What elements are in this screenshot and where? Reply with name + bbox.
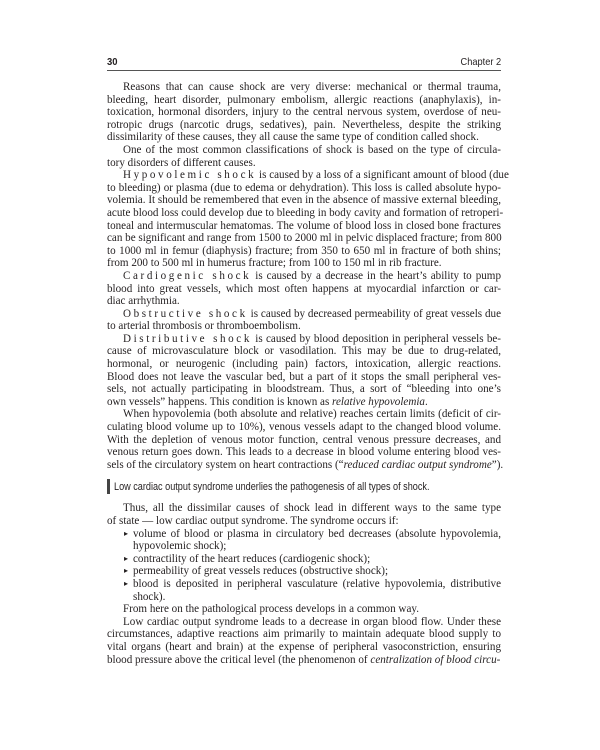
text-line [107,144,501,157]
text-segment: blood is deposited in peripheral vasculature (relative hypovolemia, distributive [133,577,501,590]
text-line [107,308,501,321]
text-segment: circumstances, adaptive reactions aim primarily to maintain adequate blood supply to [107,628,501,641]
emphasis-text: centralization of blood circu- [370,653,501,666]
text-line [107,502,501,515]
page-body [107,81,509,666]
text-line [107,283,501,296]
text-segment: sels of the circulatory system on heart contractions (“ [107,458,344,471]
text-segment: toxication, hormonal disorders, injury to the central nervous system, overdose of neu- [107,106,501,119]
text-line [107,245,501,258]
bullet-arrow-icon: ▸ [124,566,129,576]
bullet-item [107,578,501,603]
callout-bar [107,479,110,494]
text-segment: permeability of great vessels reduces (obstructive shock); [133,565,389,578]
text-segment: hypovolemic shock); [133,540,227,553]
text-segment: volemia. It should be remembered that even in the absence of massive external bleeding, [107,194,501,207]
text-segment: With the depletion of venous motor function, central venous pressure decreases, and [107,433,501,446]
text-segment: When hypovolemia (both absolute and relative) reaches certain limits (deficit of cir- [123,408,501,421]
text-segment: toneal and intermuscular hematomas. The volume of blood loss in closed bone fractures [107,219,501,232]
text-line [107,194,501,207]
text-segment: is caused by decreased permeability of great vessels due [247,307,501,320]
text-line [107,106,501,119]
text-line [133,540,501,553]
bullet-arrow-icon: ▸ [124,553,129,563]
text-line [107,320,501,333]
text-segment: vital organs (heart and brain) at the expense of peripheral vasoconstriction, ensuring [107,640,501,653]
text-segment: is caused by blood deposition in peripheral vessels be- [251,332,501,345]
paragraph [107,81,501,144]
text-segment: acute blood loss could develop due to bleeding in body cavity and formation of retroperi- [107,206,504,219]
text-segment: blood pressure above the critical level (the phenomenon of [107,653,371,666]
text-segment: is caused by a decrease in the heart’s ability to pump [251,269,501,282]
paragraph [107,169,509,270]
text-segment: sels, not actually participating in bloodstream. Thus, a sort of “bleeding into one’s [107,383,501,396]
text-line [107,358,501,371]
text-line [107,94,501,107]
text-line [107,333,501,346]
text-line [107,383,501,396]
bullet-item [107,565,501,578]
text-segment: is caused by a loss of a significant amount of blood (due [256,169,509,182]
text-line [107,654,501,667]
text-segment: ”). [491,458,504,471]
text-segment: bleeding, heart disorder, pulmonary embolism, allergic reactions (anaphylaxis), in- [107,93,501,106]
text-line [107,257,501,270]
text-segment: to bleeding) or plasma (due to edema or dehydration). This loss is called absolute hypo- [107,181,501,194]
paragraph [107,308,501,333]
text-segment: Thus, all the dissimilar causes of shock lead in different ways to the same type [123,502,501,515]
text-line [133,578,501,591]
text-line [133,591,501,604]
text-segment: One of the most common classifications of shock is based on the type of circula- [123,143,501,156]
bullet-arrow-icon: ▸ [124,578,129,588]
text-segment: can be significant and range from 1500 to 2000 ml in pelvic displaced fracture; from 800 [107,232,502,245]
emphasis-text: reduced cardiac output syndrome [343,458,492,471]
paragraph [107,616,501,666]
text-segment: cause of microvasculature block or vasodilation. This may be due to drug-related, [107,345,501,358]
text-line [107,131,501,144]
emphasis-text: relative hypovolemia [332,395,425,408]
text-line [107,371,501,384]
bullet-item [107,553,501,566]
text-segment: diac arrhythmia. [107,295,180,308]
text-line [107,458,504,472]
chapter-title: Chapter 2 [460,56,501,68]
text-segment: venous return goes down. This leads to a decrease in blood volume entering blood ves- [107,446,501,459]
text-segment: rotropic drugs (narcotic drugs, sedatives), pain. Nevertheless, despite the striking [107,118,501,131]
text-segment: Reasons that can cause shock are very diverse: mechanical or thermal trauma, [123,81,501,93]
paragraph [107,270,501,308]
callout-box [107,479,501,494]
paragraph [107,333,501,409]
text-line [133,565,501,578]
text-line [107,295,501,308]
text-line [107,421,501,434]
text-line [107,157,501,170]
text-line [107,641,501,654]
text-segment: of state — low cardiac output syndrome. The syndrome occurs if: [107,515,399,527]
text-line [107,220,501,233]
text-segment: shock). [133,590,166,603]
text-line [107,628,501,641]
text-segment: Blood does not leave the vascular bed, but a part of it stops the small peripheral ves- [107,370,501,383]
text-line [107,270,501,283]
text-segment: . [424,395,428,408]
text-line [107,345,501,358]
shock-type-term: Obstructive shock [123,307,248,320]
text-line [107,232,501,245]
paragraph [107,603,501,616]
paragraph [107,502,501,527]
text-line [107,206,504,220]
bullet-item [107,528,501,553]
callout-text: Low cardiac output syndrome underlies the pathogenesis of all types of shock. [114,480,430,493]
text-line [107,81,501,94]
text-line [107,169,509,182]
text-line [107,119,501,132]
text-line [133,528,501,541]
text-line [107,434,501,447]
shock-type-term: Hypovolemic shock [123,169,257,182]
text-segment: blood into great vessels, which most often happens at myocardial infarction or car- [107,282,501,295]
text-segment: tory disorders of different causes. [107,156,256,169]
running-header [107,52,501,71]
bullet-arrow-icon: ▸ [124,528,129,538]
text-line [107,616,501,629]
paragraph [107,144,501,169]
text-line [133,553,501,566]
text-line [107,182,501,195]
text-line [107,408,501,421]
page-number: 30 [107,56,118,68]
text-segment: to arterial thrombosis or thromboembolism. [107,320,301,333]
text-segment: From here on the pathological process develops in a common way. [123,603,419,616]
text-segment: contractility of the heart reduces (cardiogenic shock); [133,552,371,565]
text-segment: hormonal, or neurogenic (including pain) factors, intoxication, allergic reactions. [107,358,501,371]
text-line [107,396,501,409]
text-line [107,446,501,459]
text-segment: from 200 to 500 ml in humerus fracture; from 100 to 150 ml in rib fracture. [107,257,442,270]
text-segment: culating blood volume up to 10%), venous vessels adapt to the changed blood volume. [107,421,501,434]
text-line [107,515,501,528]
paragraph [107,408,504,471]
shock-type-term: Distributive shock [123,332,252,345]
text-segment: volume of blood or plasma in circulatory bed decreases (absolute hypovolemia, [133,527,501,540]
text-segment: own vessels” happens. This condition is known as [107,395,333,408]
text-line [107,603,501,616]
text-segment: dissimilarity of these causes, they all cause the same type of condition called shock. [107,131,479,144]
shock-type-term: Cardiogenic shock [123,269,252,282]
text-segment: Low cardiac output syndrome leads to a decrease in organ blood flow. Under these [123,615,501,628]
text-segment: to 1000 ml in femur (diaphysis) fracture; from 350 to 650 ml in fracture of both shins; [107,244,501,257]
